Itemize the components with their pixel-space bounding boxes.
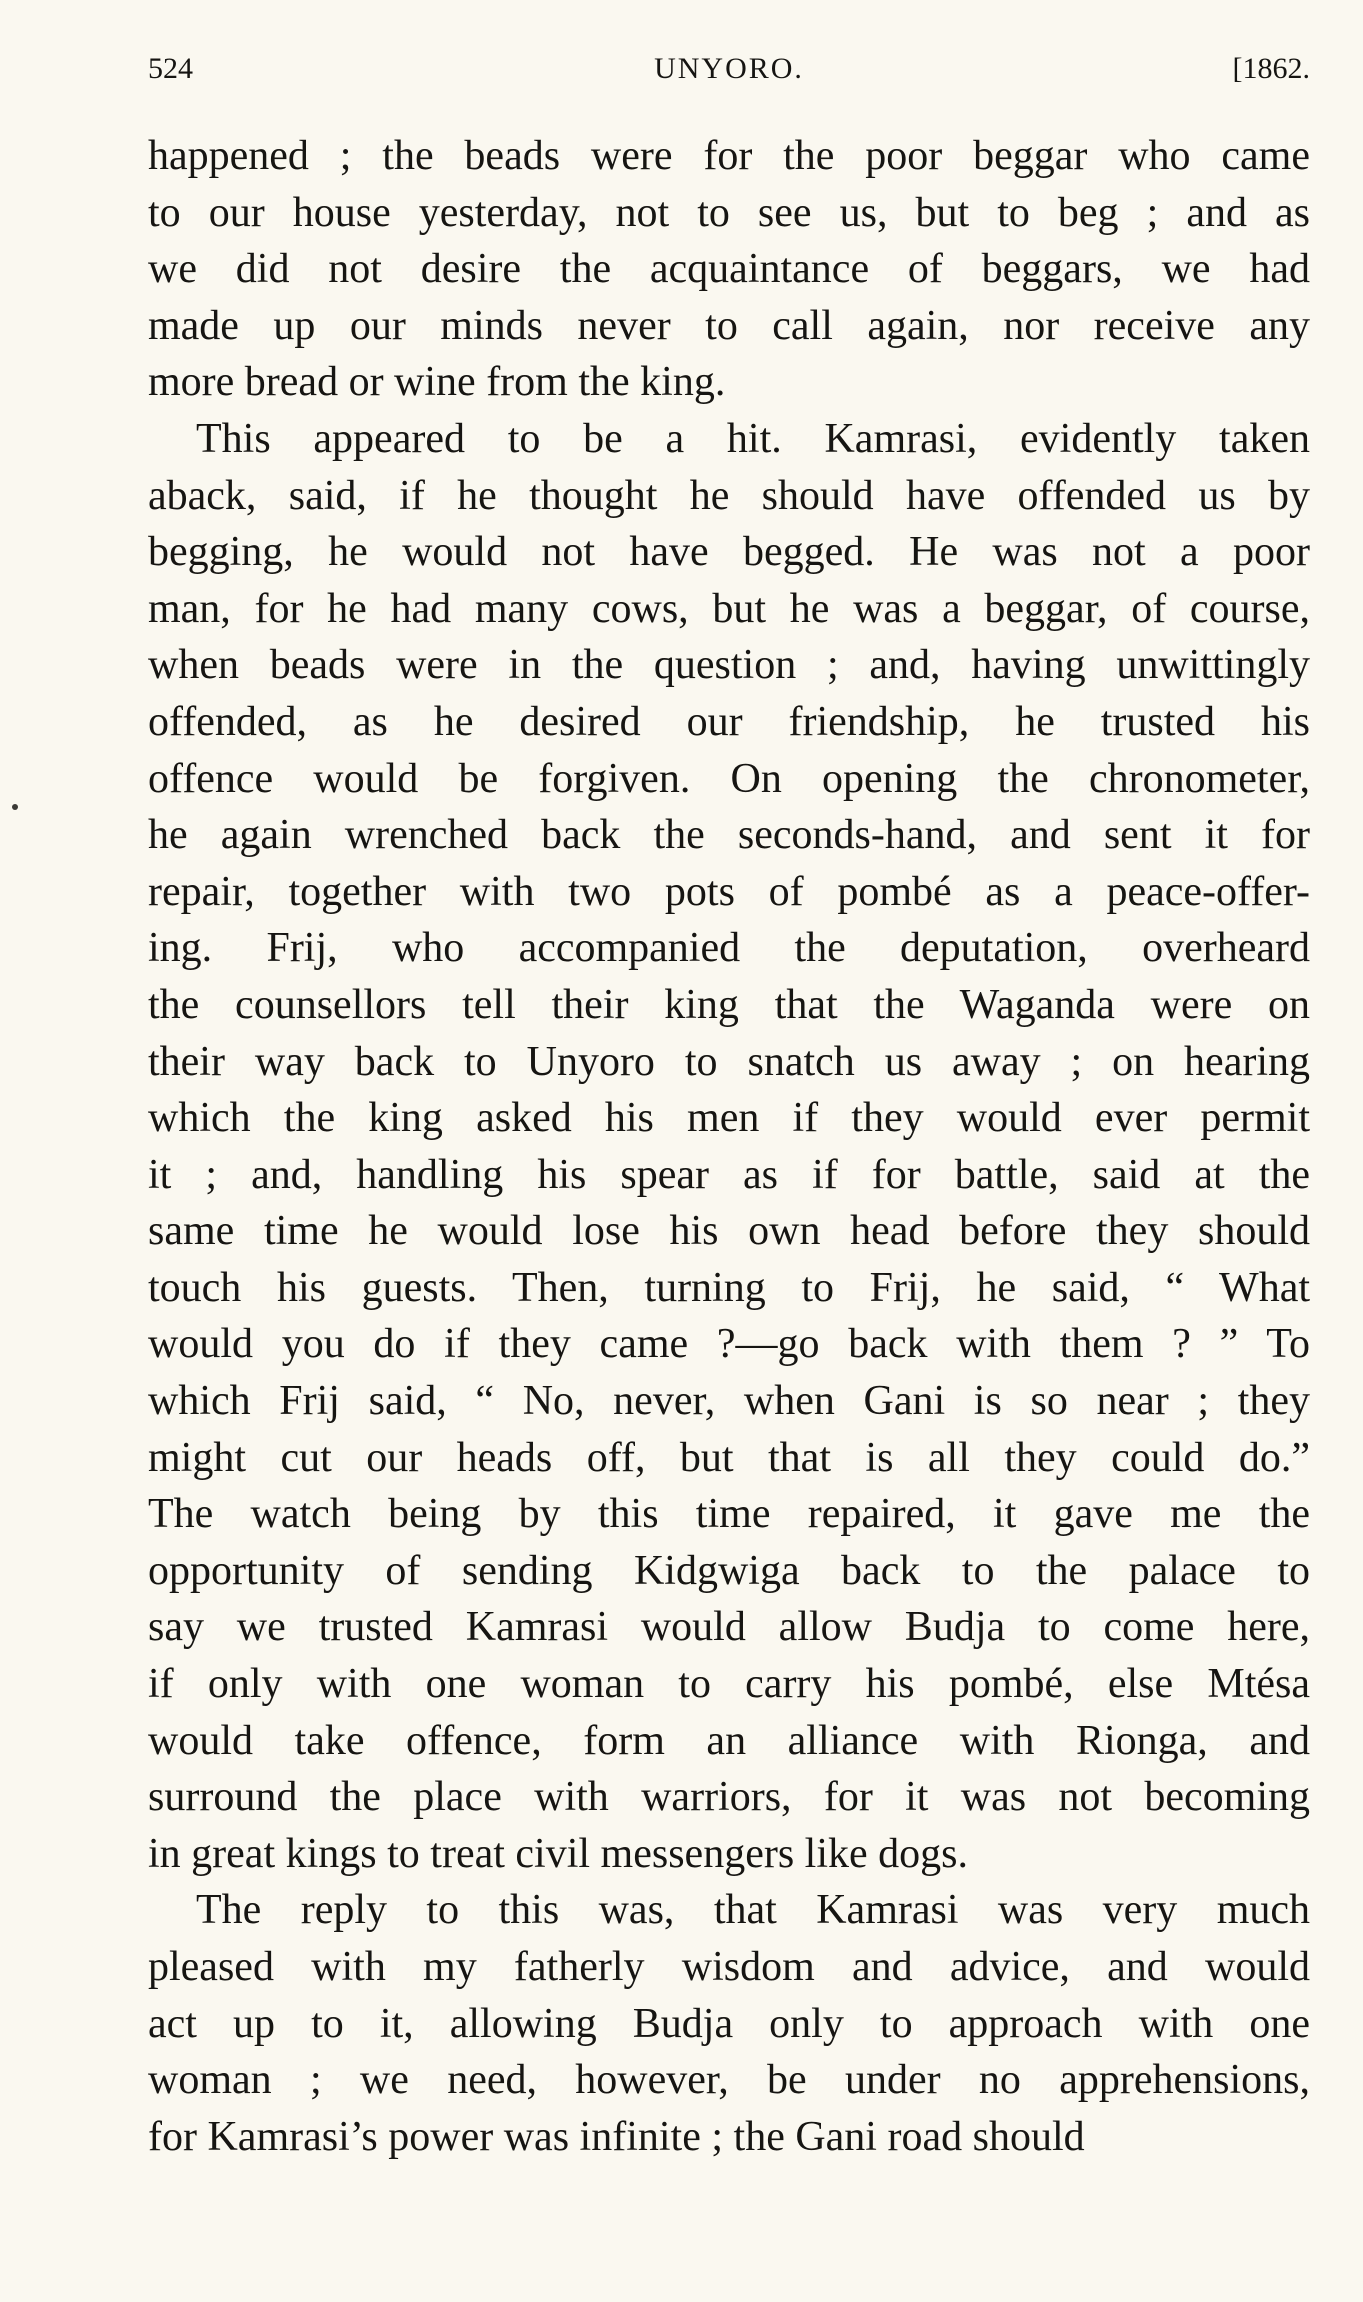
text-line: same time he would lose his own head before they should bbox=[148, 1208, 1310, 1255]
text-line: This appeared to be a hit. Kamrasi, evidently taken bbox=[196, 415, 1310, 462]
text-line: begging, he would not have begged. He was not a poor bbox=[148, 529, 1310, 576]
paragraph bbox=[148, 411, 1310, 1882]
text-line: if only with one woman to carry his pombé, else Mtésa bbox=[148, 1661, 1310, 1708]
text-line: made up our minds never to call again, nor receive any bbox=[148, 302, 1310, 349]
text-line: more bread or wine from the king. bbox=[148, 359, 726, 406]
text-line: opportunity of sending Kidgwiga back to the palace to bbox=[148, 1547, 1310, 1594]
text-line: he again wrenched back the seconds-hand, and sent it for bbox=[148, 812, 1310, 859]
text-line: pleased with my fatherly wisdom and advice, and would bbox=[148, 1944, 1310, 1990]
text-line: repair, together with two pots of pombé as a peace-offer- bbox=[148, 868, 1310, 915]
running-head bbox=[148, 44, 1310, 94]
text-line: the counsellors tell their king that the Waganda were on bbox=[148, 981, 1310, 1028]
text-line: offended, as he desired our friendship, he trusted his bbox=[148, 698, 1310, 745]
text-line: touch his guests. Then, turning to Frij, he said, “ What bbox=[148, 1264, 1310, 1311]
text-line: act up to it, allowing Budja only to approach with one bbox=[148, 2000, 1310, 2047]
text-line: happened ; the beads were for the poor beggar who came bbox=[148, 133, 1310, 179]
text-line: aback, said, if he thought he should have offended us by bbox=[148, 472, 1310, 519]
text-line: to our house yesterday, not to see us, but to beg ; and as bbox=[148, 189, 1310, 236]
text-line: would you do if they came ?—go back with them ? ” To bbox=[148, 1321, 1310, 1368]
text-line: would take offence, form an alliance with Rionga, and bbox=[148, 1717, 1310, 1764]
text-line: for Kamrasi’s power was infinite ; the Gani road should bbox=[148, 2113, 1085, 2160]
text-line: offence would be forgiven. On opening the chronometer, bbox=[148, 755, 1310, 802]
text-line: man, for he had many cows, but he was a beggar, of course, bbox=[148, 585, 1310, 632]
text-line: it ; and, handling his spear as if for battle, said at the bbox=[148, 1151, 1310, 1198]
text-line: ing. Frij, who accompanied the deputation, overheard bbox=[148, 925, 1310, 972]
page-number: 524 bbox=[148, 52, 193, 85]
paragraph bbox=[148, 1882, 1310, 2165]
paragraph bbox=[148, 128, 1310, 411]
text-line: surround the place with warriors, for it was not becoming bbox=[148, 1774, 1310, 1821]
text-line: say we trusted Kamrasi would allow Budja to come here, bbox=[148, 1604, 1310, 1651]
text-line: in great kings to treat civil messengers like dogs. bbox=[148, 1830, 968, 1877]
text-line: their way back to Unyoro to snatch us away ; on hearing bbox=[148, 1038, 1310, 1085]
margin-speck bbox=[12, 804, 18, 810]
text-line: which the king asked his men if they would ever permit bbox=[148, 1095, 1310, 1142]
year-marker: [1862. bbox=[1232, 52, 1310, 85]
text-line: we did not desire the acquaintance of beggars, we had bbox=[148, 246, 1310, 293]
text-line: when beads were in the question ; and, having unwittingly bbox=[148, 642, 1310, 689]
text-line: The reply to this was, that Kamrasi was very much bbox=[196, 1887, 1310, 1934]
text-line: The watch being by this time repaired, it gave me the bbox=[148, 1491, 1310, 1538]
running-title: UNYORO. bbox=[654, 52, 804, 85]
text-line: woman ; we need, however, be under no apprehensions, bbox=[148, 2057, 1310, 2104]
body-text bbox=[148, 128, 1310, 2165]
text-line: which Frij said, “ No, never, when Gani is so near ; they bbox=[148, 1378, 1310, 1425]
text-line: might cut our heads off, but that is all they could do.” bbox=[148, 1434, 1310, 1481]
